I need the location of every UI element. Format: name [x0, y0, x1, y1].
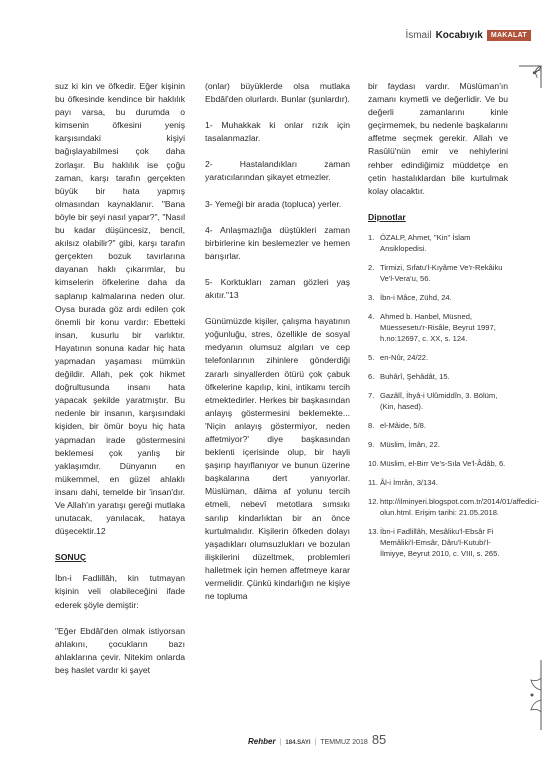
- list-paragraph: 5- Korktukları zaman gözleri yaş akıtır."13: [205, 276, 350, 301]
- body-paragraph: (onlar) büyüklerde olsa mutlaka Ebdâl'den olurlardı. Bunlar (şunlardır).: [205, 81, 350, 105]
- list-paragraph: 3- Yemeği bir arada (topluca) yerler.: [205, 198, 342, 209]
- footer-divider: |: [314, 739, 317, 746]
- footnotes-list: [368, 232, 539, 559]
- list-paragraph: 4- Anlaşmazlığa düştükleri zaman birbirlerine kin beslemezler ve hemen barışırlar.: [205, 224, 350, 261]
- footnote-item: 11. Âl-i İmrân, 3/134.: [368, 477, 438, 487]
- footnote-item: 1. ÖZALP, Ahmet, "Kin" İslam Ansiklopedisi.: [368, 232, 471, 253]
- body-paragraph: bir faydası vardır. Müslüman'ın zamanı kıymetli ve değerlidir. Ve bu değerli zamanlarını kinle geçirmemek, bu nedenle başkalarını affetme seçmek gerekir. Allah ve Rasûlü'nün emir ve nehiylerini rehber edindiğimiz müddetçe en çetin hastalıklardan bile kurtulmak kolay olacaktır.: [368, 81, 508, 196]
- column-2: [205, 80, 350, 616]
- page-number: 85: [371, 732, 387, 747]
- author-last-name: Kocabıyık: [435, 30, 483, 41]
- corner-ornament-icon: [517, 64, 543, 90]
- body-paragraph: İbn-i Fadlillâh, kin tutmayan kişinin veli olabileceğini ifade ederek şöyle demiştir:: [55, 573, 185, 610]
- body-paragraph: "Eğer Ebdâl'den olmak istiyorsan ahlakını, çocukların bazı ahlaklarına çevir. Nitekim onlarda beş haslet vardır ki şayet: [55, 625, 185, 675]
- section-badge: MAKALAT: [487, 30, 531, 41]
- page-footer: [248, 732, 386, 747]
- column-1: [55, 80, 185, 690]
- page-header: [405, 30, 531, 41]
- footnote-item: 4. Ahmed b. Hanbel, Müsned, Müessesetu'r-Risâle, Beyrut 1997, h.no:12697, c. XX, s. 124.: [368, 311, 496, 343]
- author-first-name: İsmail: [405, 30, 432, 41]
- footnotes-heading: Dipnotlar: [368, 211, 406, 222]
- side-ornament-icon: [517, 660, 543, 730]
- issue-number: 184.SAYI: [285, 740, 311, 746]
- issue-date: TEMMUZ 2018: [320, 739, 368, 746]
- list-paragraph: 2- Hastalandıkları zaman yaratıcılarından şikayet etmezler.: [205, 159, 350, 183]
- list-paragraph: 1- Muhakkak ki onlar rızık için tasalanmazlar.: [205, 120, 350, 144]
- footnote-item: 2. Tirmizi, Sıfatu'l-Kıyâme Ve'r-Rekâiku Ve'l-Vera'u, 56.: [368, 262, 503, 283]
- footnote-item: 10. Müslim, el-Birr Ve's-Sıla Ve'l-Âdâb, 6.: [368, 458, 506, 468]
- footnote-item: 13. İbn-i Fadlillâh, Mesâliku'l-Ebsâr Fi Memâliki'l-Emsâr, Dâru'l-Kutubi'l-İlmiyye, Beyrut 2010, c. VIII, s. 265.: [368, 526, 500, 558]
- footnote-item: 3. İbn-i Mâce, Zühd, 24.: [368, 292, 452, 302]
- footnote-item: 7. Gazâlî, İhyâ-i Ulûmiddîn, 3. Bölüm, (Kin, hased).: [368, 390, 498, 411]
- column-3: [368, 80, 539, 567]
- footnote-item: 12. http://ilminyeri.blogspot.com.tr/2014/01/affedici-olun.html. Erişim tarihi: 21.05.2018.: [368, 496, 539, 517]
- magazine-brand: Rehber: [248, 737, 276, 746]
- footnote-item: 5. en-Nûr, 24/22.: [368, 352, 429, 362]
- footnote-item: 6. Buhârî, Şehâdât, 15.: [368, 371, 450, 381]
- footer-divider: |: [279, 739, 282, 746]
- footnote-item: 9. Müslim, İmân, 22.: [368, 439, 440, 449]
- section-heading: SONUÇ: [55, 552, 87, 563]
- body-paragraph: Günümüzde kişiler, çalışma hayatının yoğunluğu, stres, özellikle de sosyal medyanın olumsuz algıları ve cep telefonlarının zihinlere gönderdiği zararlı sinyallerden ötürü çok çabuk öfkelerine kapılıp, kini, intikamı tercih etmektedirler. Herkes bir başkasından anlayış göstermesini beklemekte... 'Niçin anlayış göstermiyor, neden affetmiyor?' diye başkasından beklenti içerisinde olup, bir hayli şaşırıp hayıflanıyor ve bunun üzerine başkalarına dert yanıyorlar. Müslüman, dâima af yolunu tercih etmeli, nebevî metotlara sımsıkı sarılıp kindarlıktan bir an önce kurtulmalıdır. Kişilerin öfkeden dolayı yaşadıkları olumsuzlukları ve bozulan ilişkilerini düzeltmek, problemleri halletmek için hemen affetmeye karar vermelidir. Çünkü kindarlığın ne kişiye ne topluma: [205, 316, 350, 602]
- body-paragraph: suz ki kin ve öfkedir. Eğer kişinin bu öfkesinde kendince bir haklılık payı varsa, bu durumda o kimsenin öfkesini yeniş karşısındaki kişiyi bağışlayabilmesi çok daha zorlaşır. Bu haklılık ise çoğu zaman, karşı tarafın gerçekten büyük bir hata yapmış olmasından kaynaklanır. "Bana böyle bir şeyi nasıl yapar?", "Nasıl bu kadar düşüncesiz, bencil, akılsız olabilir?" gibi, karşı tarafın gerçekten bozuk tavırlarına dayanan haklı çıkarımlar, bu kimselerin öfkelerine daha da saplanıp kalmalarına neden olur. Oysa burada göz ardı edilen çok önemli bir konu vardır: Ebetteki insan, kusurlu bir varlıktır. Hayatının sonuna kadar hiç hata yapmadan yaşaması mümkün değildir. Allah, pek çok hikmet doğrultusunda insanı hata yapacak şekilde yaratmıştır. Bu nedenle bir insanın, karşısındaki kişiden, bir ömür boyu hiç hata yapmadan irade göstermesini beklemesi çok yanlış bir yaklaşımdır. Dünyanın en mükemmel, en güzel ahlaklı insanı dahi, temelde bir 'insan'dır. Ve Allah'ın yaratışı gereği mutlaka unutacak, yanılacak, hataya düşecektir.12: [55, 81, 185, 537]
- footnote-item: 8. el-Mâide, 5/8.: [368, 420, 427, 430]
